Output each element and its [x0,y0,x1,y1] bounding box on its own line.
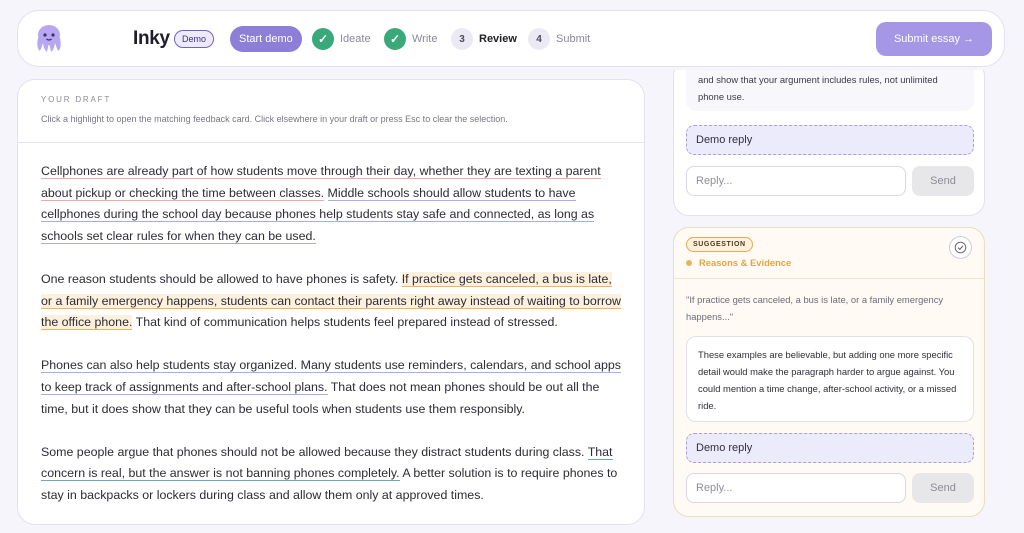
octopus-logo-icon [32,24,66,54]
draft-header [18,80,644,143]
category-text: Reasons & Evidence [699,257,792,268]
draft-text-segment: That does not mean phones should be out all the time, but it does show that they can be useful tools when students use them responsibly. [41,379,600,416]
step-label: Write [412,33,438,45]
step-number: 4 [528,28,550,50]
suggestion-card-header [674,228,984,279]
draft-help-text: Click a highlight to open the matching feedback card. Click elsewhere in your draft or press Esc to clear the selection. [41,114,508,124]
draft-paragraph [41,269,622,334]
draft-label: YOUR DRAFT [41,95,111,104]
step-label: Submit [556,33,591,45]
highlight-blue[interactable]: Phones can also help students stay organized. Many students use reminders, calendars, and school apps to keep track of assignments and after-school plans. [41,358,621,394]
highlight-orange[interactable]: If practice gets canceled, a bus is late, or a family emergency happens, students can contact their parents right away instead of waiting to borrow the office phone. [41,271,621,330]
send-button[interactable]: Send [912,166,974,196]
feedback-text: and show that your argument includes rules, not unlimited phone use. [686,70,974,111]
feedback-column [657,70,1003,525]
feedback-card[interactable] [673,70,985,216]
step-review[interactable] [451,27,517,51]
draft-text-segment: One reason students should be allowed to have phones is safety. [41,271,402,286]
highlight-teal[interactable]: That concern is real, but the answer is not banning phones completely. [41,444,613,481]
highlight-red[interactable]: Cellphones are already part of how students move through their day, whether they are texting a parent about pickup or checking the time between classes. [41,164,601,200]
reply-input[interactable]: Reply... [686,166,906,196]
draft-text[interactable] [18,143,644,507]
feedback-text: These examples are believable, but adding one more specific detail would make the paragraph harder to argue against. You could mention a time change, after-school activity, or a missed ride. [686,336,974,422]
check-icon: ✓ [312,28,334,50]
demo-reply-button[interactable]: Demo reply [686,433,974,463]
draft-paragraph [41,442,622,507]
start-demo-button[interactable]: Start demo [230,26,302,52]
resolve-button[interactable] [949,236,972,259]
suggestion-badge: SUGGESTION [686,237,753,252]
highlight-blue[interactable]: Middle schools should allow students to have cellphones during the school day because phones help students stay safe and connected, as long as schools set clear rules for when they can be used. [41,185,595,243]
demo-reply-button[interactable]: Demo reply [686,125,974,155]
step-label: Ideate [340,33,371,45]
step-label: Review [479,33,517,45]
draft-text-segment: Some people argue that phones should not be allowed because they distract students during class. [41,444,588,459]
category-label [686,257,791,268]
top-nav [17,10,1005,67]
step-number: 3 [451,28,473,50]
draft-panel [17,79,645,525]
suggestion-card[interactable] [673,227,985,517]
reply-input[interactable]: Reply... [686,473,906,503]
send-button[interactable]: Send [912,473,974,503]
submit-essay-button[interactable]: Submit essay → [876,22,992,56]
check-icon: ✓ [384,28,406,50]
quoted-excerpt: "If practice gets canceled, a bus is late, or a family emergency happens..." [686,294,944,322]
demo-badge: Demo [174,30,214,48]
step-ideate[interactable] [312,27,371,51]
category-dot-icon [686,260,692,266]
draft-paragraph [41,355,622,420]
step-submit[interactable] [528,27,590,51]
draft-text-segment: That kind of communication helps students feel prepared instead of stressed. [132,315,558,330]
draft-paragraph [41,161,622,247]
brand-name: Inky [133,28,170,49]
step-write[interactable] [384,27,437,51]
draft-text-segment: A better solution is to require phones to stay in backpacks or lockers during class and allow them only at approved times. [41,466,618,502]
check-circle-icon [954,241,967,254]
